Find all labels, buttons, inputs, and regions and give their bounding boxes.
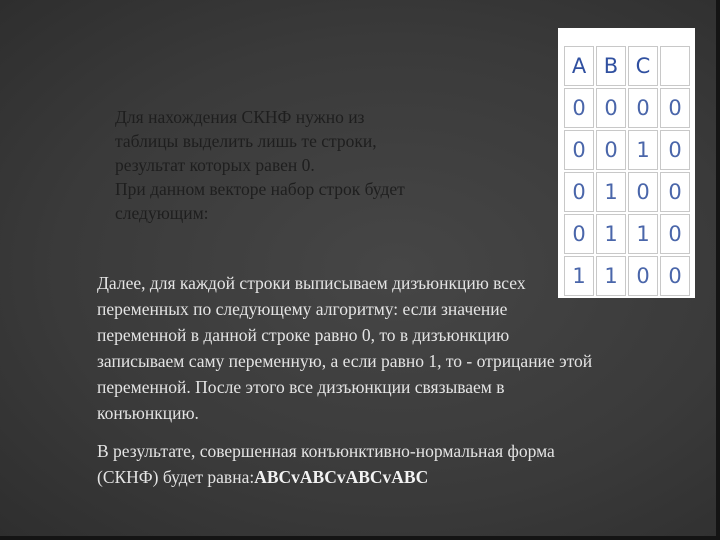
algorithm-line: переменной. После этого все дизъюнкции связываем в — [97, 377, 505, 397]
table-cell: 1 — [596, 256, 626, 296]
result-text — [97, 438, 697, 490]
table-cell: 0 — [660, 214, 690, 254]
table-cell: 1 — [628, 214, 658, 254]
table-cell: 0 — [660, 256, 690, 296]
intro-line: результат которых равен 0. — [115, 155, 315, 175]
intro-line: Для нахождения СКНФ нужно из — [115, 107, 365, 127]
algorithm-line: переменных по следующему алгоритму: если значение — [97, 299, 508, 319]
table-row — [564, 130, 690, 170]
intro-line: таблицы выделить лишь те строки, — [115, 131, 377, 151]
table-cell: 1 — [596, 172, 626, 212]
intro-line: При данном векторе набор строк будет — [115, 179, 405, 199]
table-cell: 0 — [596, 88, 626, 128]
result-label: (СКНФ) будет равна: — [97, 467, 255, 487]
table-cell: 0 — [596, 130, 626, 170]
table-cell: 1 — [564, 256, 594, 296]
intro-text — [115, 105, 535, 225]
table-cell: 0 — [564, 214, 594, 254]
table-cell: 1 — [596, 214, 626, 254]
header-cell-a: A — [564, 46, 594, 86]
table-cell: 0 — [564, 172, 594, 212]
header-cell-b: B — [596, 46, 626, 86]
algorithm-text — [97, 270, 697, 426]
sknf-formula: ABCvABCvABCvABC — [254, 467, 429, 487]
algorithm-line: Далее, для каждой строки выписываем дизъюнкцию всех — [97, 273, 526, 293]
table-row — [564, 88, 690, 128]
algorithm-line: переменной в данной строке равно 0, то в дизъюнкцию — [97, 325, 510, 345]
result-line — [97, 464, 697, 490]
table-cell: 0 — [660, 130, 690, 170]
table-cell: 0 — [660, 172, 690, 212]
slide-border-bottom — [0, 536, 720, 540]
algorithm-line: конъюнкцию. — [97, 403, 199, 423]
truth-table-panel — [558, 28, 695, 298]
table-cell: 0 — [564, 88, 594, 128]
truth-table — [562, 44, 692, 298]
result-line: В результате, совершенная конъюнктивно-нормальная форма — [97, 441, 555, 461]
algorithm-line: записываем саму переменную, а если равно 1, то - отрицание этой — [97, 351, 593, 371]
intro-line: следующим: — [115, 203, 209, 223]
table-row — [564, 214, 690, 254]
table-header-row — [564, 46, 690, 86]
slide-border-right — [716, 0, 720, 540]
table-cell: 1 — [628, 130, 658, 170]
table-cell: 0 — [628, 256, 658, 296]
table-cell: 0 — [564, 130, 594, 170]
table-cell: 0 — [660, 88, 690, 128]
table-cell: 0 — [628, 172, 658, 212]
table-cell: 0 — [628, 88, 658, 128]
header-cell-f — [660, 46, 690, 86]
table-row — [564, 172, 690, 212]
header-cell-c: C — [628, 46, 658, 86]
